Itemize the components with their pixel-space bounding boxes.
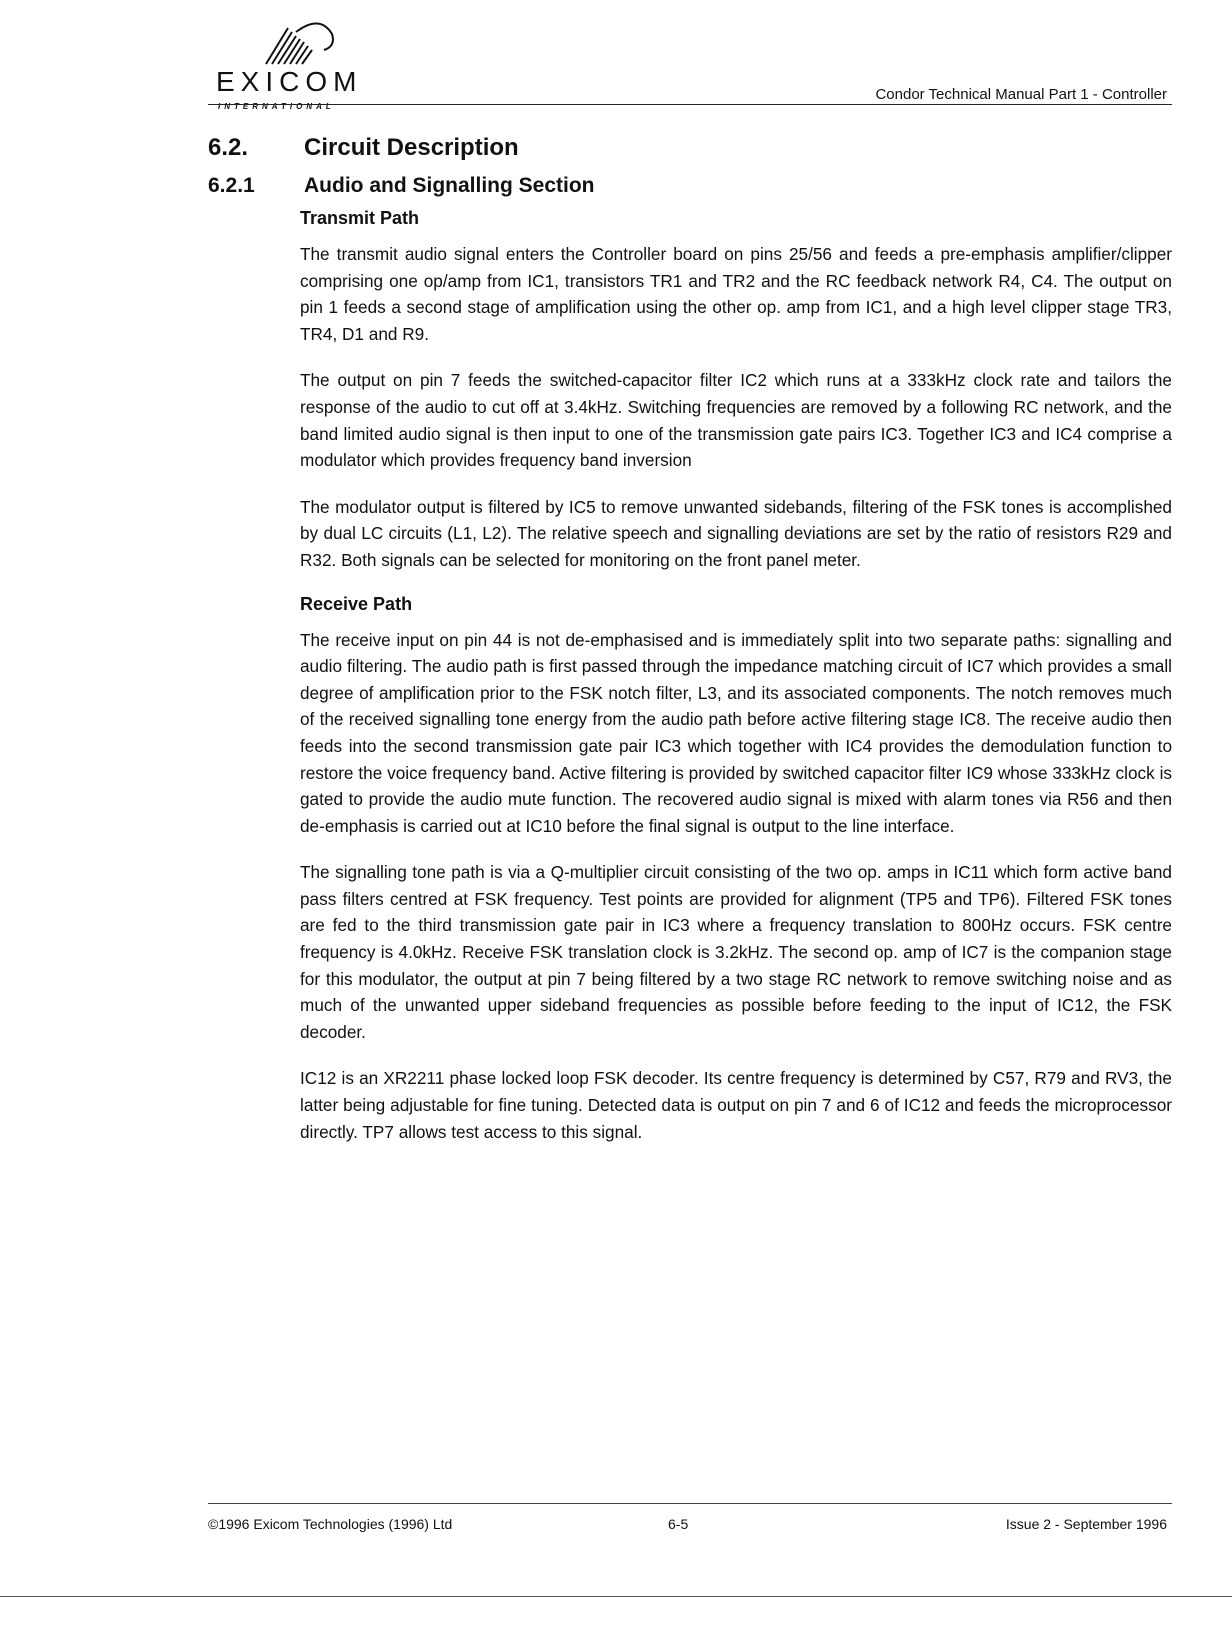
exicom-logo-icon bbox=[240, 20, 350, 68]
paragraph: The output on pin 7 feeds the switched-capacitor filter IC2 which runs at a 333kHz clock rate and tailors the response of the audio to cut off at 3.4kHz. Switching frequencies are removed by a following RC network, and the band limited audio signal is then input to one of the transmission gate pairs IC3. Together IC3 and IC4 comprise a modulator which provides frequency band inversion bbox=[300, 370, 1172, 471]
body-content bbox=[300, 208, 1172, 1165]
header-divider bbox=[208, 104, 1172, 105]
footer-divider bbox=[208, 1503, 1172, 1504]
paragraph: The modulator output is filtered by IC5 to remove unwanted sidebands, filtering of the FSK tones is accomplished by dual LC circuits (L1, L2). The relative speech and signalling deviations are set by the ratio of resistors R29 and R32. Both signals can be selected for monitoring on the front panel meter. bbox=[300, 496, 1172, 570]
subsection-number: 6.2.1 bbox=[208, 174, 255, 197]
page-number: 6-5 bbox=[668, 1516, 689, 1532]
issue-info: Issue 2 - September 1996 bbox=[1005, 1516, 1167, 1532]
paragraph: The signalling tone path is via a Q-multiplier circuit consisting of the two op. amps in IC11 which form active band pass filters centred at FSK frequency. Test points are provided for alignment (TP5 and TP6). Filtered FSK tones are fed to the third transmission gate pair in IC3 where a frequency translation to 800Hz occurs. FSK centre frequency is 4.0kHz. Receive FSK translation clock is 3.2kHz. The second op. amp of IC7 is the companion stage for this modulator, the output at pin 7 being filtered by a two stage RC network to remove switching noise and as much of the unwanted upper sideband frequencies as possible before feeding to the input of IC12, the FSK decoder. bbox=[300, 862, 1172, 1042]
subsection-heading bbox=[208, 174, 595, 198]
logo-subtitle: INTERNATIONAL bbox=[218, 102, 335, 111]
section-title: Circuit Description bbox=[304, 134, 519, 161]
scan-edge-line bbox=[0, 1596, 1232, 1597]
transmit-path-heading: Transmit Path bbox=[300, 208, 420, 228]
receive-path-heading: Receive Path bbox=[300, 593, 413, 614]
footer-copyright: ©1996 Exicom Technologies (1996) Ltd bbox=[208, 1516, 453, 1532]
logo-wordmark: EXICOM bbox=[216, 66, 363, 97]
paragraph: IC12 is an XR2211 phase locked loop FSK decoder. Its centre frequency is determined by C57, R79 and RV3, the latter being adjustable for fine tuning. Detected data is output on pin 7 and 6 of IC12 and feeds the microprocessor directly. TP7 allows test access to this signal. bbox=[300, 1068, 1172, 1142]
section-number: 6.2. bbox=[208, 134, 249, 161]
manual-title: Condor Technical Manual Part 1 - Controller bbox=[875, 86, 1167, 103]
subsection-title: Audio and Signalling Section bbox=[304, 174, 595, 197]
paragraph: The transmit audio signal enters the Controller board on pins 25/56 and feeds a pre-emphasis amplifier/clipper comprising one op/amp from IC1, transistors TR1 and TR2 and the RC feedback network R4, C4. The output on pin 1 feeds a second stage of amplification using the other op. amp from IC1, and a high level clipper stage TR3, TR4, D1 and R9. bbox=[300, 244, 1172, 344]
section-heading bbox=[208, 134, 519, 162]
paragraph: The receive input on pin 44 is not de-emphasised and is immediately split into two separate paths: signalling and audio filtering. The audio path is first passed through the impedance matching circuit of IC7 which provides a small degree of amplification prior to the FSK notch filter, L3, and its associated components. The notch removes much of the received signalling tone energy from the audio path before active filtering stage IC8. The receive audio then feeds into the second transmission gate pair IC3 which together with IC4 provides the demodulation function to restore the voice frequency band. Active filtering is provided by switched capacitor filter IC9 whose 333kHz clock is gated to provide the audio mute function. The recovered audio signal is mixed with alarm tones via R56 and then de-emphasis is carried out at IC10 before the final signal is output to the line interface. bbox=[300, 629, 1172, 836]
company-logo bbox=[208, 20, 388, 111]
